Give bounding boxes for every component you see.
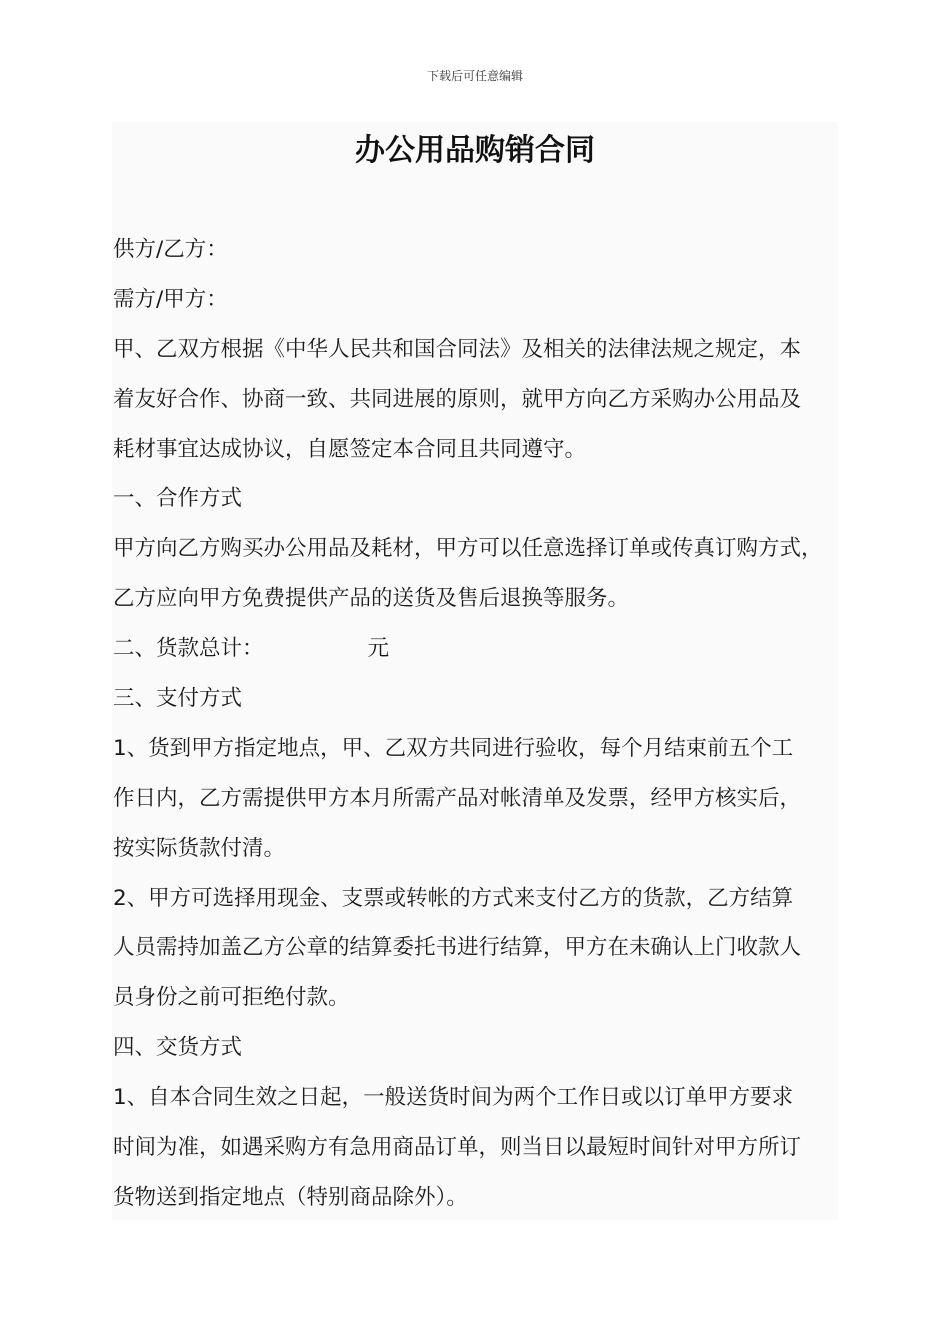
- section-heading-delivery: 四、交货方式: [113, 1035, 243, 1061]
- section-text-line: 按实际货款付清。: [113, 835, 286, 861]
- preamble-line: 耗材事宜达成协议，自愿签定本合同且共同遵守。: [113, 436, 587, 462]
- section-text-line: 作日内，乙方需提供甲方本月所需产品对帐清单及发票，经甲方核实后，: [113, 785, 802, 811]
- section-text-line: 1、货到甲方指定地点，甲、乙双方共同进行验收，每个月结束前五个工: [113, 735, 794, 761]
- preamble-line: 着友好合作、协商一致、共同进展的原则，就甲方向乙方采购办公用品及: [113, 386, 802, 412]
- section-text-line: 甲方向乙方购买办公用品及耗材，甲方可以任意选择订单或传真订购方式，: [113, 536, 823, 562]
- document-title: 办公用品购销合同: [355, 133, 595, 168]
- section-heading-payment: 三、支付方式: [113, 686, 243, 712]
- section-text-line: 乙方应向甲方免费提供产品的送货及售后退换等服务。: [113, 586, 630, 612]
- buyer-label: 需方/甲方：: [113, 286, 228, 312]
- section-text-line: 员身份之前可拒绝付款。: [113, 985, 350, 1011]
- payment-total-row: [113, 624, 841, 674]
- section-text-line: 1、自本合同生效之日起，一般送货时间为两个工作日或以订单甲方要求: [113, 1085, 794, 1111]
- section-text-line: 2、甲方可选择用现金、支票或转帐的方式来支付乙方的货款，乙方结算: [113, 885, 794, 911]
- section-text-line: 时间为准，如遇采购方有急用商品订单，则当日以最短时间针对甲方所订: [113, 1135, 802, 1161]
- payment-total-label: 二、货款总计：: [113, 636, 264, 662]
- section-heading-cooperation: 一、合作方式: [113, 486, 243, 512]
- currency-unit: 元: [367, 636, 390, 662]
- section-text-line: 货物送到指定地点（特别商品除外）。: [113, 1184, 468, 1210]
- supplier-label: 供方/乙方：: [113, 237, 228, 262]
- section-text-line: 人员需持加盖乙方公章的结算委托书进行结算，甲方在未确认上门收款人: [113, 935, 802, 961]
- contract-body: [113, 225, 841, 1223]
- preamble-line: 甲、乙双方根据《中华人民共和国合同法》及相关的法律法规之规定，本: [113, 336, 802, 362]
- header-note: 下载后可任意编辑: [426, 69, 523, 83]
